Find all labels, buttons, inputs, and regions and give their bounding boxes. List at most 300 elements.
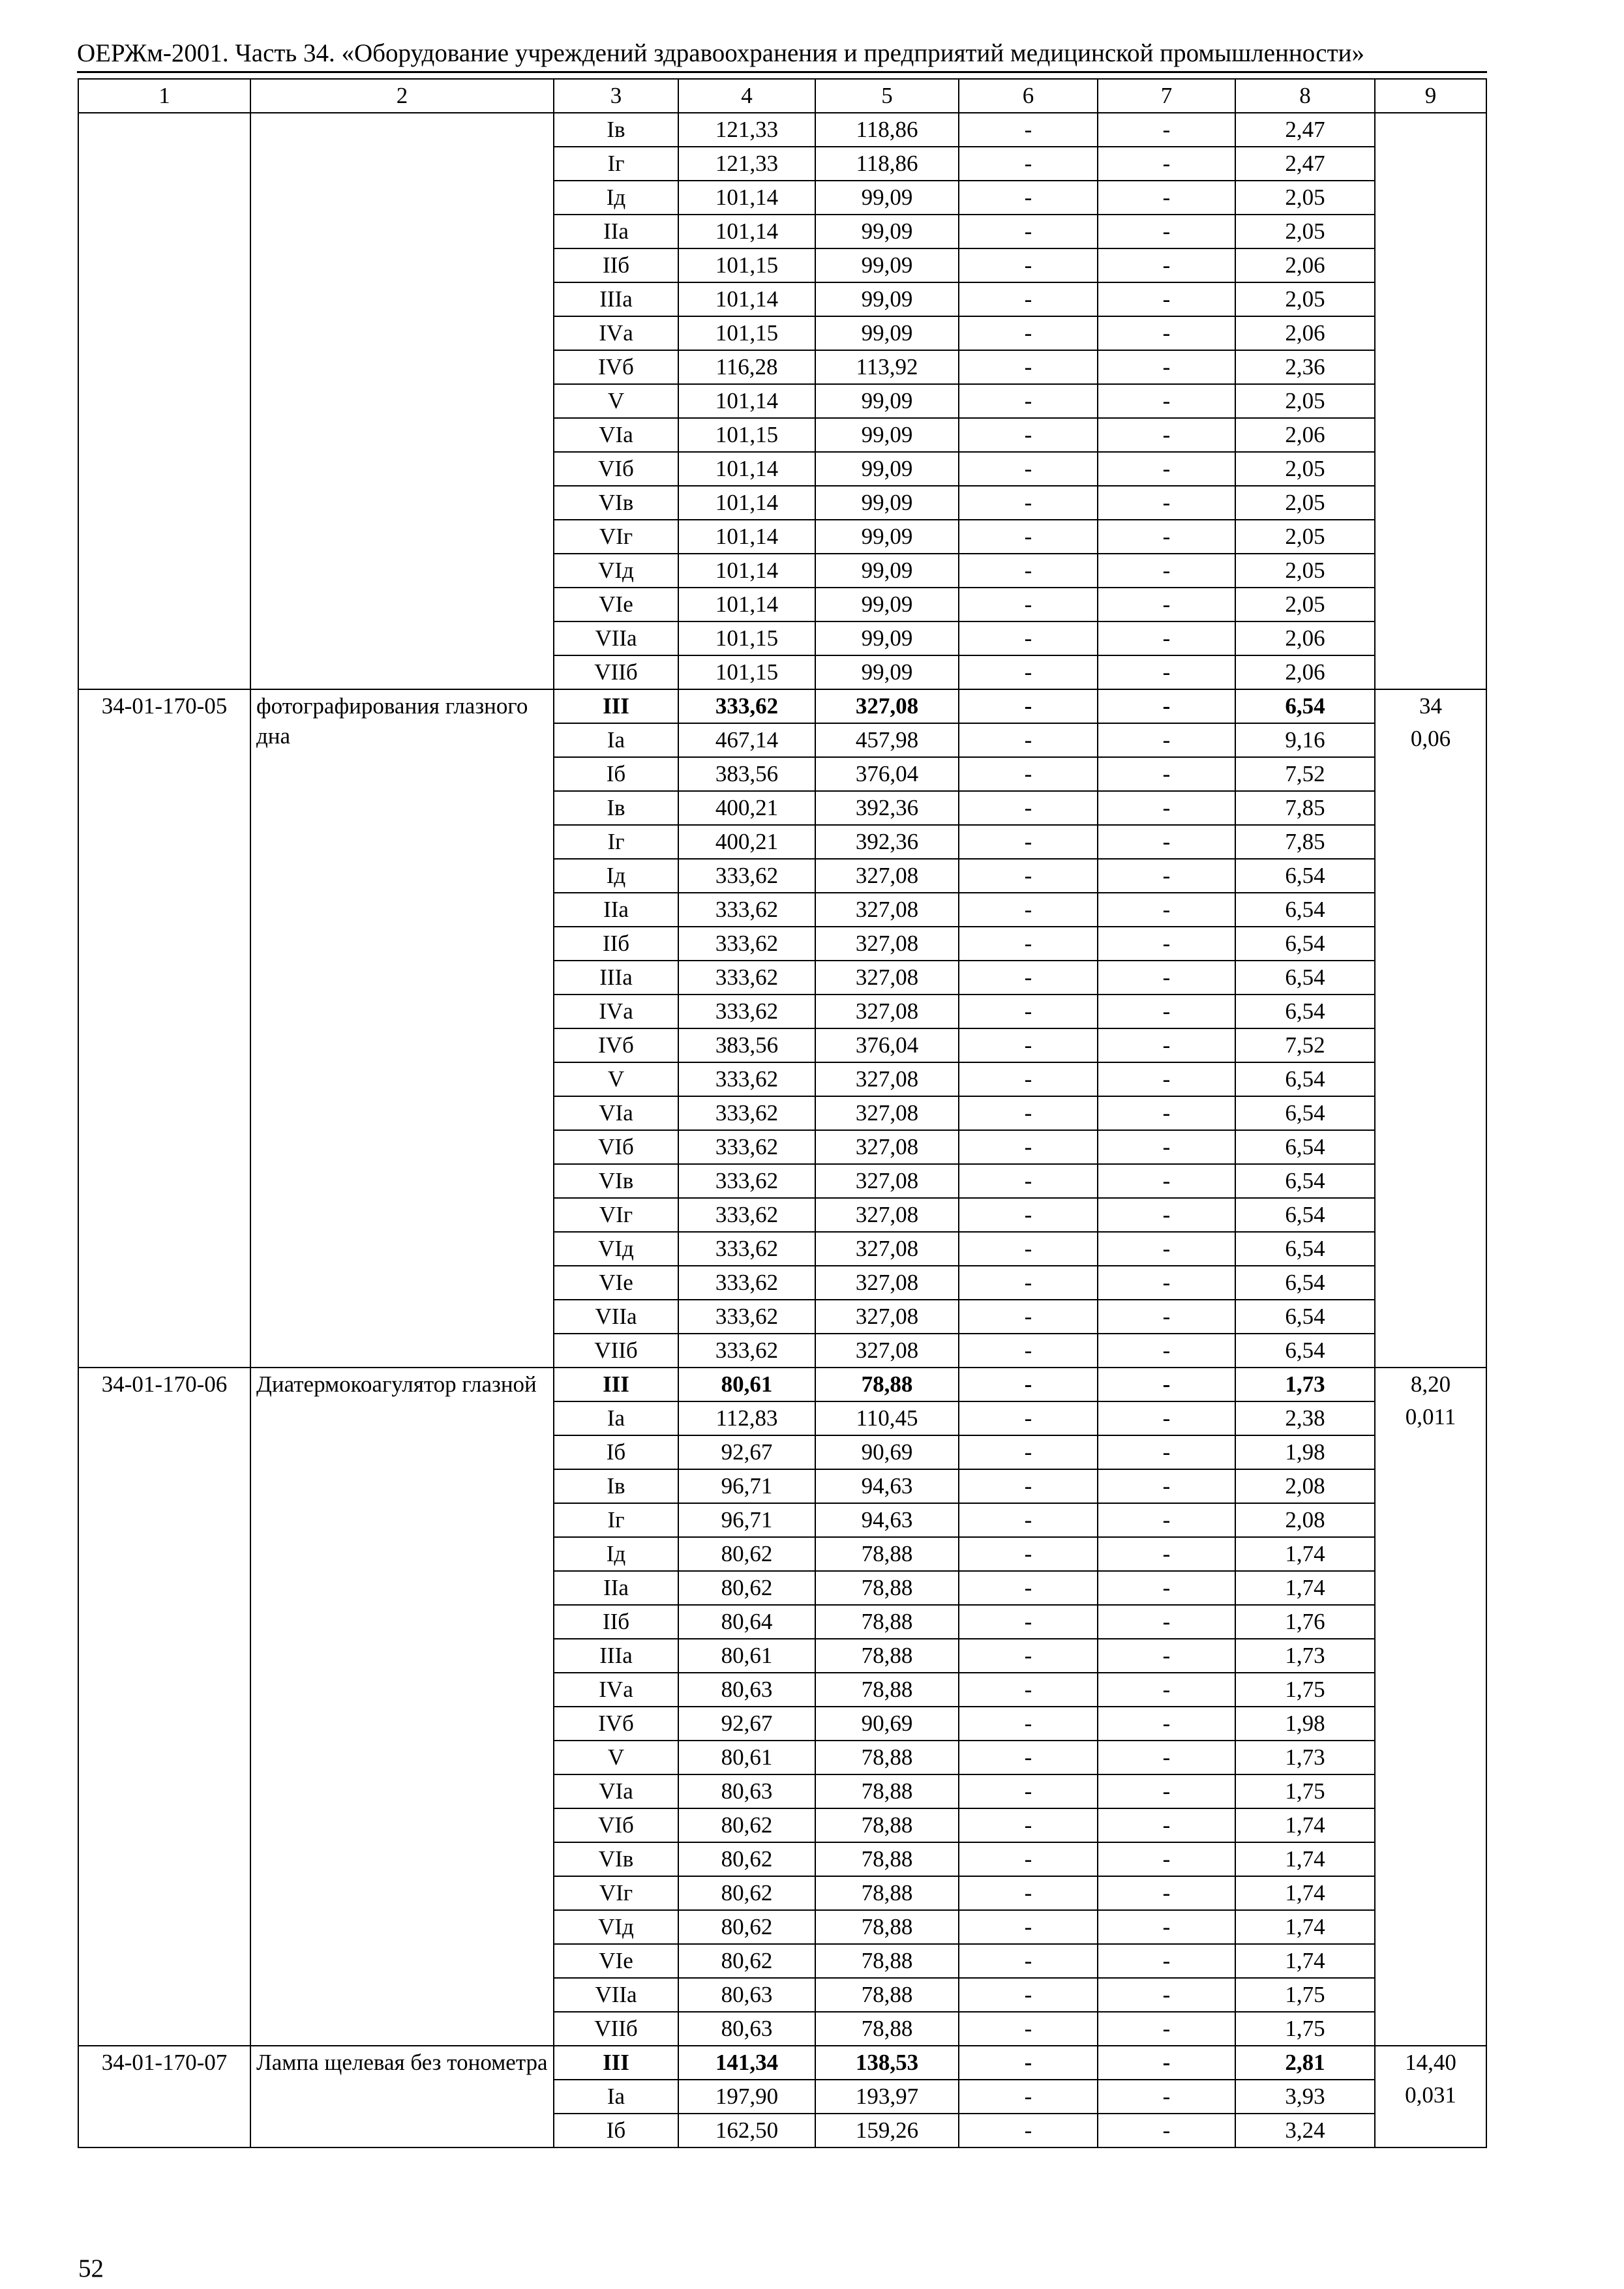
cell-col7: - xyxy=(1098,893,1235,927)
cell-col6: - xyxy=(959,520,1098,554)
cell-col4: 333,62 xyxy=(678,1300,815,1334)
cell-col5: 327,08 xyxy=(815,893,959,927)
cell-col4: 80,63 xyxy=(678,1673,815,1707)
cell-col8: 3,24 xyxy=(1235,2114,1375,2147)
cell-col7: - xyxy=(1098,825,1235,859)
cell-col5: 392,36 xyxy=(815,825,959,859)
cell-col5: 327,08 xyxy=(815,689,959,723)
cell-col4: 80,62 xyxy=(678,1944,815,1978)
cell-col8: 2,05 xyxy=(1235,215,1375,248)
continuation-name-cell xyxy=(250,113,554,689)
cell-col4: 80,61 xyxy=(678,1639,815,1673)
cell-col7: - xyxy=(1098,927,1235,961)
cell-col5: 78,88 xyxy=(815,1876,959,1910)
cell-col7: - xyxy=(1098,1741,1235,1774)
cell-col7: - xyxy=(1098,1401,1235,1435)
cell-col5: 78,88 xyxy=(815,1808,959,1842)
cell-col7: - xyxy=(1098,486,1235,520)
cell-col8: 2,47 xyxy=(1235,113,1375,147)
cell-col8: 1,98 xyxy=(1235,1707,1375,1741)
cell-col6: - xyxy=(959,893,1098,927)
item-code: 34-01-170-07 xyxy=(78,2046,250,2147)
column-number: 5 xyxy=(815,79,959,113)
cell-col5: 78,88 xyxy=(815,1571,959,1605)
cell-col4: 333,62 xyxy=(678,1164,815,1198)
cell-col8: 2,05 xyxy=(1235,452,1375,486)
continuation-code-cell xyxy=(78,113,250,689)
cell-col5: 90,69 xyxy=(815,1435,959,1469)
cell-col8: 6,54 xyxy=(1235,893,1375,927)
cell-col7: - xyxy=(1098,1605,1235,1639)
cell-index: IIа xyxy=(554,215,678,248)
cell-index: IIб xyxy=(554,248,678,282)
table-row xyxy=(78,1368,1486,1401)
cell-index: VIв xyxy=(554,1842,678,1876)
cell-col8: 2,08 xyxy=(1235,1469,1375,1503)
cell-col8: 7,52 xyxy=(1235,757,1375,791)
cell-col8: 1,76 xyxy=(1235,1605,1375,1639)
cell-col8: 2,05 xyxy=(1235,384,1375,418)
cell-col6: - xyxy=(959,961,1098,995)
cell-col4: 121,33 xyxy=(678,147,815,181)
cell-index: IIб xyxy=(554,927,678,961)
cell-col5: 99,09 xyxy=(815,418,959,452)
cell-col8: 1,74 xyxy=(1235,1842,1375,1876)
cell-index: Iа xyxy=(554,723,678,757)
cell-col4: 101,14 xyxy=(678,520,815,554)
cell-col6: - xyxy=(959,1435,1098,1469)
cell-col4: 101,14 xyxy=(678,384,815,418)
cell-col4: 333,62 xyxy=(678,927,815,961)
cell-index: Iд xyxy=(554,1537,678,1571)
cell-index: VIд xyxy=(554,1232,678,1266)
cell-col7: - xyxy=(1098,520,1235,554)
col9-top-value: 34 xyxy=(1419,693,1442,719)
cell-col5: 78,88 xyxy=(815,1537,959,1571)
cell-col5: 78,88 xyxy=(815,1741,959,1774)
cell-index: VIд xyxy=(554,1910,678,1944)
cell-col4: 101,15 xyxy=(678,248,815,282)
cell-index: VIIа xyxy=(554,621,678,655)
cell-col4: 333,62 xyxy=(678,689,815,723)
cell-col6: - xyxy=(959,723,1098,757)
cell-col7: - xyxy=(1098,791,1235,825)
cell-col7: - xyxy=(1098,418,1235,452)
cell-col4: 80,62 xyxy=(678,1808,815,1842)
cell-col7: - xyxy=(1098,1096,1235,1130)
col9-bottom-value: 0,031 xyxy=(1405,2082,1456,2108)
cell-col6: - xyxy=(959,1198,1098,1232)
item-code: 34-01-170-05 xyxy=(78,689,250,1368)
cell-col7: - xyxy=(1098,1978,1235,2012)
table-row xyxy=(78,689,1486,723)
cell-col7: - xyxy=(1098,1876,1235,1910)
cell-col6: - xyxy=(959,1062,1098,1096)
cell-col4: 400,21 xyxy=(678,825,815,859)
cell-col8: 1,75 xyxy=(1235,1673,1375,1707)
cell-col7: - xyxy=(1098,723,1235,757)
cell-col4: 333,62 xyxy=(678,1334,815,1368)
cell-col5: 99,09 xyxy=(815,282,959,316)
cell-col5: 78,88 xyxy=(815,1605,959,1639)
item-name: фотографирования глазного дна xyxy=(250,689,554,1368)
cell-col5: 78,88 xyxy=(815,1842,959,1876)
column-number: 8 xyxy=(1235,79,1375,113)
cell-col6: - xyxy=(959,655,1098,689)
cell-index: V xyxy=(554,1741,678,1774)
table-row xyxy=(78,113,1486,147)
cell-index: Iд xyxy=(554,181,678,215)
cell-col4: 92,67 xyxy=(678,1707,815,1741)
cell-index: IIа xyxy=(554,893,678,927)
cell-col5: 327,08 xyxy=(815,1096,959,1130)
cell-col8: 6,54 xyxy=(1235,1266,1375,1300)
cell-col8: 2,38 xyxy=(1235,1401,1375,1435)
cell-index: Iа xyxy=(554,1401,678,1435)
cell-col4: 80,62 xyxy=(678,1910,815,1944)
cell-col5: 327,08 xyxy=(815,1062,959,1096)
cell-col6: - xyxy=(959,859,1098,893)
cell-col5: 327,08 xyxy=(815,1198,959,1232)
cell-col4: 92,67 xyxy=(678,1435,815,1469)
cell-col8: 2,81 xyxy=(1235,2046,1375,2080)
cell-col4: 333,62 xyxy=(678,1198,815,1232)
cell-col8: 6,54 xyxy=(1235,689,1375,723)
cell-col8: 2,05 xyxy=(1235,554,1375,588)
item-name: Лампа щелевая без тонометра xyxy=(250,2046,554,2147)
cell-col6: - xyxy=(959,588,1098,621)
cell-index: V xyxy=(554,1062,678,1096)
cell-col8: 1,74 xyxy=(1235,1571,1375,1605)
cell-index: IVб xyxy=(554,1028,678,1062)
cell-col5: 94,63 xyxy=(815,1469,959,1503)
cell-col7: - xyxy=(1098,2080,1235,2114)
cell-col7: - xyxy=(1098,1808,1235,1842)
cell-col5: 118,86 xyxy=(815,147,959,181)
cell-col8: 1,74 xyxy=(1235,1910,1375,1944)
cell-col4: 333,62 xyxy=(678,1266,815,1300)
cell-col8: 1,74 xyxy=(1235,1876,1375,1910)
cell-col6: - xyxy=(959,927,1098,961)
cell-index: IVа xyxy=(554,995,678,1028)
cell-col4: 400,21 xyxy=(678,791,815,825)
cell-col8: 2,47 xyxy=(1235,147,1375,181)
cell-col7: - xyxy=(1098,350,1235,384)
cell-index: Iг xyxy=(554,147,678,181)
cell-col6: - xyxy=(959,791,1098,825)
cell-col7: - xyxy=(1098,859,1235,893)
cell-index: IIIа xyxy=(554,282,678,316)
cell-col8: 2,36 xyxy=(1235,350,1375,384)
column-number: 9 xyxy=(1375,79,1486,113)
cell-col5: 327,08 xyxy=(815,859,959,893)
cell-col6: - xyxy=(959,418,1098,452)
cell-col7: - xyxy=(1098,113,1235,147)
cell-col8: 6,54 xyxy=(1235,1096,1375,1130)
cell-col7: - xyxy=(1098,282,1235,316)
cell-col7: - xyxy=(1098,1469,1235,1503)
item-name: Диатермокоагулятор глазной xyxy=(250,1368,554,2046)
cell-col7: - xyxy=(1098,1842,1235,1876)
cell-col7: - xyxy=(1098,961,1235,995)
cell-index: VIг xyxy=(554,1876,678,1910)
cell-col4: 467,14 xyxy=(678,723,815,757)
cell-col7: - xyxy=(1098,588,1235,621)
cell-col7: - xyxy=(1098,1774,1235,1808)
cell-col8: 2,06 xyxy=(1235,621,1375,655)
cell-col7: - xyxy=(1098,655,1235,689)
cell-col4: 80,62 xyxy=(678,1537,815,1571)
cell-col5: 193,97 xyxy=(815,2080,959,2114)
cell-col8: 2,08 xyxy=(1235,1503,1375,1537)
col9-bottom-value: 0,06 xyxy=(1410,726,1451,751)
cell-col4: 162,50 xyxy=(678,2114,815,2147)
col9-values xyxy=(1375,2046,1486,2147)
cell-col4: 333,62 xyxy=(678,995,815,1028)
cell-index: VIIа xyxy=(554,1978,678,2012)
col9-top-value: 8,20 xyxy=(1410,1371,1451,1397)
cell-col4: 101,14 xyxy=(678,215,815,248)
table-row xyxy=(78,2046,1486,2080)
cell-col6: - xyxy=(959,181,1098,215)
cell-col8: 7,85 xyxy=(1235,791,1375,825)
cell-col5: 376,04 xyxy=(815,757,959,791)
cell-index: III xyxy=(554,1368,678,1401)
cell-col6: - xyxy=(959,1028,1098,1062)
cell-col6: - xyxy=(959,554,1098,588)
cell-col7: - xyxy=(1098,2046,1235,2080)
cell-col6: - xyxy=(959,350,1098,384)
rates-table-body xyxy=(78,79,1486,2147)
cell-index: VIг xyxy=(554,1198,678,1232)
cell-col7: - xyxy=(1098,995,1235,1028)
cell-col7: - xyxy=(1098,181,1235,215)
cell-col8: 1,74 xyxy=(1235,1808,1375,1842)
cell-col8: 2,05 xyxy=(1235,520,1375,554)
cell-col8: 1,98 xyxy=(1235,1435,1375,1469)
cell-col7: - xyxy=(1098,1368,1235,1401)
item-code: 34-01-170-06 xyxy=(78,1368,250,2046)
cell-col5: 99,09 xyxy=(815,452,959,486)
cell-col4: 197,90 xyxy=(678,2080,815,2114)
cell-col8: 6,54 xyxy=(1235,1062,1375,1096)
cell-col6: - xyxy=(959,1571,1098,1605)
cell-col6: - xyxy=(959,1130,1098,1164)
cell-col7: - xyxy=(1098,1300,1235,1334)
cell-col4: 383,56 xyxy=(678,757,815,791)
cell-col7: - xyxy=(1098,2012,1235,2046)
cell-col6: - xyxy=(959,147,1098,181)
cell-col5: 99,09 xyxy=(815,486,959,520)
cell-col8: 9,16 xyxy=(1235,723,1375,757)
cell-col5: 99,09 xyxy=(815,588,959,621)
cell-col5: 99,09 xyxy=(815,248,959,282)
cell-index: VIб xyxy=(554,1808,678,1842)
cell-col4: 333,62 xyxy=(678,893,815,927)
column-number: 2 xyxy=(250,79,554,113)
cell-col8: 2,06 xyxy=(1235,655,1375,689)
cell-col8: 1,75 xyxy=(1235,1978,1375,2012)
column-number: 1 xyxy=(78,79,250,113)
cell-col8: 6,54 xyxy=(1235,1232,1375,1266)
cell-col4: 333,62 xyxy=(678,1130,815,1164)
cell-col5: 159,26 xyxy=(815,2114,959,2147)
col9-values xyxy=(1375,1368,1486,2046)
cell-col7: - xyxy=(1098,1571,1235,1605)
cell-col5: 78,88 xyxy=(815,1368,959,1401)
cell-col6: - xyxy=(959,1334,1098,1368)
cell-col5: 327,08 xyxy=(815,995,959,1028)
cell-col6: - xyxy=(959,1774,1098,1808)
cell-col6: - xyxy=(959,1808,1098,1842)
cell-index: Iб xyxy=(554,757,678,791)
cell-col4: 333,62 xyxy=(678,1062,815,1096)
cell-col6: - xyxy=(959,1401,1098,1435)
page-header: ОЕРЖм-2001. Часть 34. «Оборудование учреждений здравоохранения и предприятий медицинской промышленности» xyxy=(77,39,1364,67)
cell-col4: 101,14 xyxy=(678,486,815,520)
cell-col8: 6,54 xyxy=(1235,961,1375,995)
cell-col7: - xyxy=(1098,215,1235,248)
cell-col8: 2,05 xyxy=(1235,181,1375,215)
cell-col5: 99,09 xyxy=(815,316,959,350)
cell-col6: - xyxy=(959,995,1098,1028)
cell-index: Iг xyxy=(554,1503,678,1537)
cell-col4: 101,15 xyxy=(678,621,815,655)
cell-col5: 94,63 xyxy=(815,1503,959,1537)
cell-index: IIIа xyxy=(554,1639,678,1673)
cell-col4: 80,63 xyxy=(678,1978,815,2012)
cell-index: IVб xyxy=(554,1707,678,1741)
cell-index: Iа xyxy=(554,2080,678,2114)
cell-index: VIг xyxy=(554,520,678,554)
cell-col4: 80,64 xyxy=(678,1605,815,1639)
cell-index: Iв xyxy=(554,791,678,825)
cell-index: Iв xyxy=(554,113,678,147)
rates-table xyxy=(78,78,1487,2148)
cell-col6: - xyxy=(959,1164,1098,1198)
cell-col6: - xyxy=(959,1266,1098,1300)
cell-col5: 78,88 xyxy=(815,1673,959,1707)
cell-col6: - xyxy=(959,1368,1098,1401)
cell-col7: - xyxy=(1098,757,1235,791)
cell-col8: 6,54 xyxy=(1235,859,1375,893)
cell-col7: - xyxy=(1098,1537,1235,1571)
cell-col4: 112,83 xyxy=(678,1401,815,1435)
cell-col8: 7,52 xyxy=(1235,1028,1375,1062)
cell-col7: - xyxy=(1098,621,1235,655)
cell-index: VIд xyxy=(554,554,678,588)
cell-col4: 101,14 xyxy=(678,181,815,215)
cell-col6: - xyxy=(959,1232,1098,1266)
cell-col8: 2,06 xyxy=(1235,316,1375,350)
cell-col8: 1,75 xyxy=(1235,1774,1375,1808)
cell-index: Iб xyxy=(554,1435,678,1469)
col9-values xyxy=(1375,689,1486,1368)
cell-col4: 80,61 xyxy=(678,1741,815,1774)
cell-index: VIв xyxy=(554,1164,678,1198)
cell-col7: - xyxy=(1098,554,1235,588)
cell-col7: - xyxy=(1098,1707,1235,1741)
cell-col4: 121,33 xyxy=(678,113,815,147)
cell-col6: - xyxy=(959,486,1098,520)
cell-col8: 2,05 xyxy=(1235,588,1375,621)
cell-col7: - xyxy=(1098,689,1235,723)
cell-col8: 1,73 xyxy=(1235,1368,1375,1401)
cell-col5: 327,08 xyxy=(815,927,959,961)
cell-col5: 110,45 xyxy=(815,1401,959,1435)
cell-col8: 6,54 xyxy=(1235,1334,1375,1368)
cell-col8: 1,74 xyxy=(1235,1944,1375,1978)
cell-index: III xyxy=(554,689,678,723)
cell-col6: - xyxy=(959,757,1098,791)
cell-col5: 138,53 xyxy=(815,2046,959,2080)
cell-col7: - xyxy=(1098,147,1235,181)
cell-col6: - xyxy=(959,2080,1098,2114)
cell-col8: 6,54 xyxy=(1235,927,1375,961)
cell-col4: 333,62 xyxy=(678,961,815,995)
cell-col6: - xyxy=(959,1707,1098,1741)
cell-index: Iб xyxy=(554,2114,678,2147)
cell-col7: - xyxy=(1098,1198,1235,1232)
cell-col6: - xyxy=(959,1910,1098,1944)
cell-col5: 376,04 xyxy=(815,1028,959,1062)
cell-col5: 327,08 xyxy=(815,1164,959,1198)
column-number: 4 xyxy=(678,79,815,113)
cell-col6: - xyxy=(959,316,1098,350)
cell-col4: 101,15 xyxy=(678,655,815,689)
cell-col7: - xyxy=(1098,1944,1235,1978)
cell-col4: 96,71 xyxy=(678,1469,815,1503)
cell-col7: - xyxy=(1098,1673,1235,1707)
cell-index: VIIб xyxy=(554,2012,678,2046)
cell-index: IIа xyxy=(554,1571,678,1605)
cell-col4: 80,62 xyxy=(678,1571,815,1605)
cell-col8: 6,54 xyxy=(1235,1130,1375,1164)
cell-col6: - xyxy=(959,1096,1098,1130)
cell-col4: 101,14 xyxy=(678,554,815,588)
cell-col8: 6,54 xyxy=(1235,1198,1375,1232)
cell-col7: - xyxy=(1098,248,1235,282)
cell-col7: - xyxy=(1098,2114,1235,2147)
cell-index: VIа xyxy=(554,1096,678,1130)
cell-index: VIе xyxy=(554,1944,678,1978)
cell-index: IVа xyxy=(554,1673,678,1707)
cell-col7: - xyxy=(1098,1062,1235,1096)
cell-col4: 101,14 xyxy=(678,452,815,486)
cell-col5: 457,98 xyxy=(815,723,959,757)
cell-col7: - xyxy=(1098,384,1235,418)
cell-col8: 1,75 xyxy=(1235,2012,1375,2046)
cell-col5: 327,08 xyxy=(815,1334,959,1368)
cell-col5: 392,36 xyxy=(815,791,959,825)
cell-index: VIв xyxy=(554,486,678,520)
cell-col6: - xyxy=(959,1605,1098,1639)
cell-col5: 327,08 xyxy=(815,1300,959,1334)
cell-col6: - xyxy=(959,689,1098,723)
cell-col7: - xyxy=(1098,1164,1235,1198)
cell-index: VIIб xyxy=(554,1334,678,1368)
cell-col6: - xyxy=(959,1639,1098,1673)
cell-col7: - xyxy=(1098,452,1235,486)
cell-col6: - xyxy=(959,2114,1098,2147)
cell-col7: - xyxy=(1098,1130,1235,1164)
cell-col6: - xyxy=(959,215,1098,248)
cell-index: VIа xyxy=(554,1774,678,1808)
cell-col8: 2,06 xyxy=(1235,248,1375,282)
cell-col8: 6,54 xyxy=(1235,1164,1375,1198)
cell-col8: 6,54 xyxy=(1235,1300,1375,1334)
cell-index: VIб xyxy=(554,1130,678,1164)
